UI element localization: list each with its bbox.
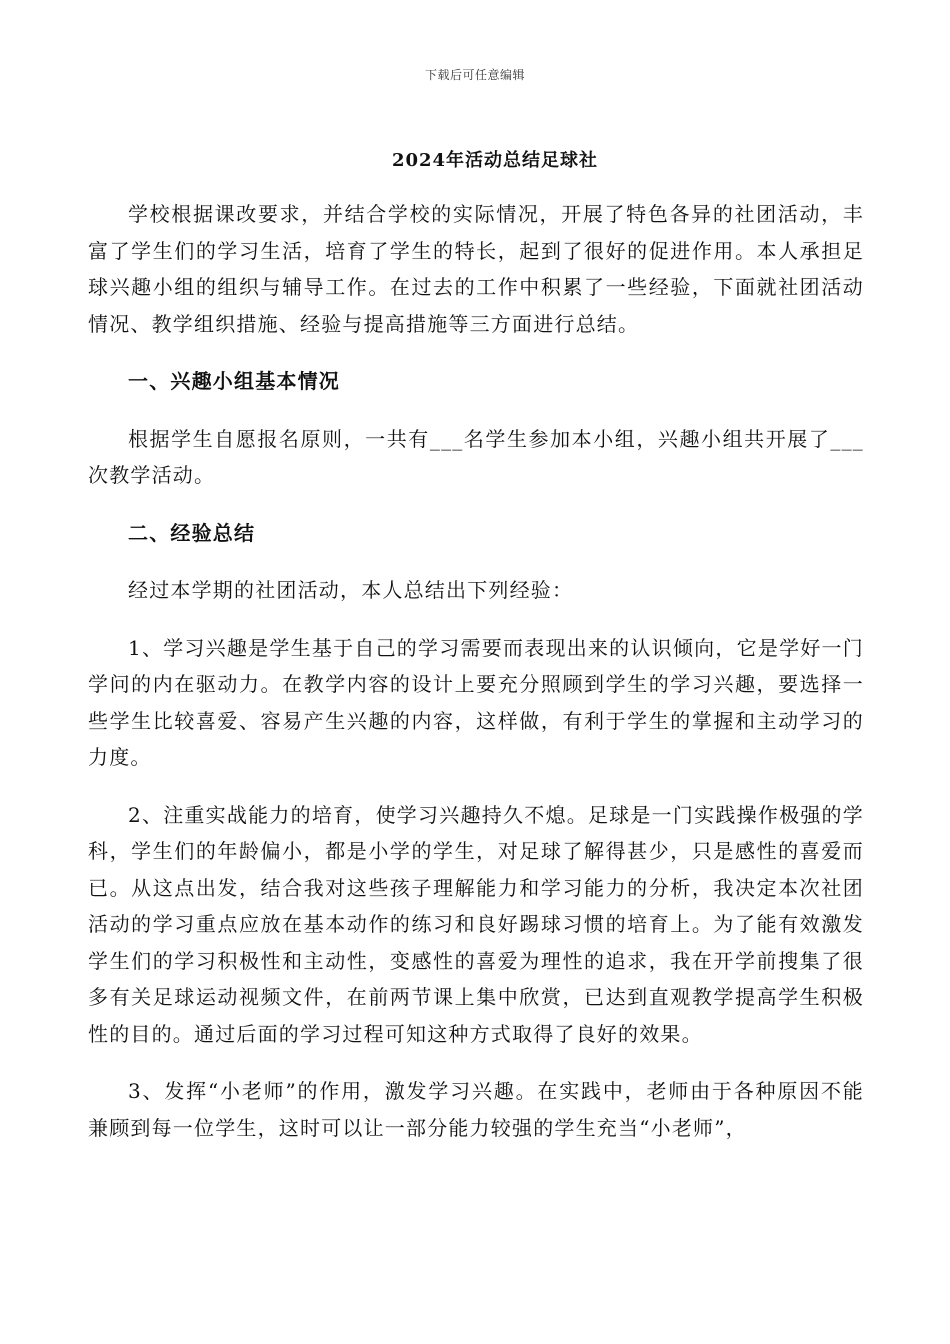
intro-paragraph: 学校根据课改要求，并结合学校的实际情况，开展了特色各异的社团活动，丰富了学生们的学习生活，培育了学生的特长，起到了很好的促进作用。本人承担足球兴趣小组的组织与辅导工作。在过去的工作中积累了一些经验，下面就社团活动情况、教学组织措施、经验与提高措施等三方面进行总结。 [88, 202, 864, 336]
experience-item-2: 2、注重实战能力的培育，使学习兴趣持久不熄。足球是一门实践操作极强的学科，学生们的年龄偏小，都是小学的学生，对足球了解得甚少，只是感性的喜爱而已。从这点出发，结合我对这些孩子理解能力和学习能力的分析，我决定本次社团活动的学习重点应放在基本动作的练习和良好踢球习惯的培育上。为了能有效激发学生们的学习积极性和主动性，变感性的喜爱为理性的追求，我在开学前搜集了很多有关足球运动视频文件，在前两节课上集中欣赏，已达到直观教学提高学生积极性的目的。通过后面的学习过程可知这种方式取得了良好的效果。 [88, 802, 864, 1046]
section2-lead-paragraph: 经过本学期的社团活动，本人总结出下列经验： [128, 578, 574, 602]
section1-paragraph: 根据学生自愿报名原则，一共有___名学生参加本小组，兴趣小组共开展了___次教学活动。 [88, 426, 864, 487]
experience-item-1: 1、学习兴趣是学生基于自己的学习需要而表现出来的认识倾向，它是学好一门学问的内在驱动力。在教学内容的设计上要充分照顾到学生的学习兴趣，要选择一些学生比较喜爱、容易产生兴趣的内容，这样做，有利于学生的掌握和主动学习的力度。 [88, 635, 864, 769]
experience-item-3: 3、发挥“小老师”的作用，激发学习兴趣。在实践中，老师由于各种原因不能兼顾到每一位学生，这时可以让一部分能力较强的学生充当“小老师”， [88, 1079, 864, 1140]
document-title: 2024年活动总结足球社 [391, 150, 599, 171]
document-body [88, 196, 864, 1146]
header-note: 下载后可任意编辑 [424, 68, 525, 82]
section2-heading: 二、经验总结 [128, 520, 256, 545]
section1-heading: 一、兴趣小组基本情况 [128, 369, 340, 393]
